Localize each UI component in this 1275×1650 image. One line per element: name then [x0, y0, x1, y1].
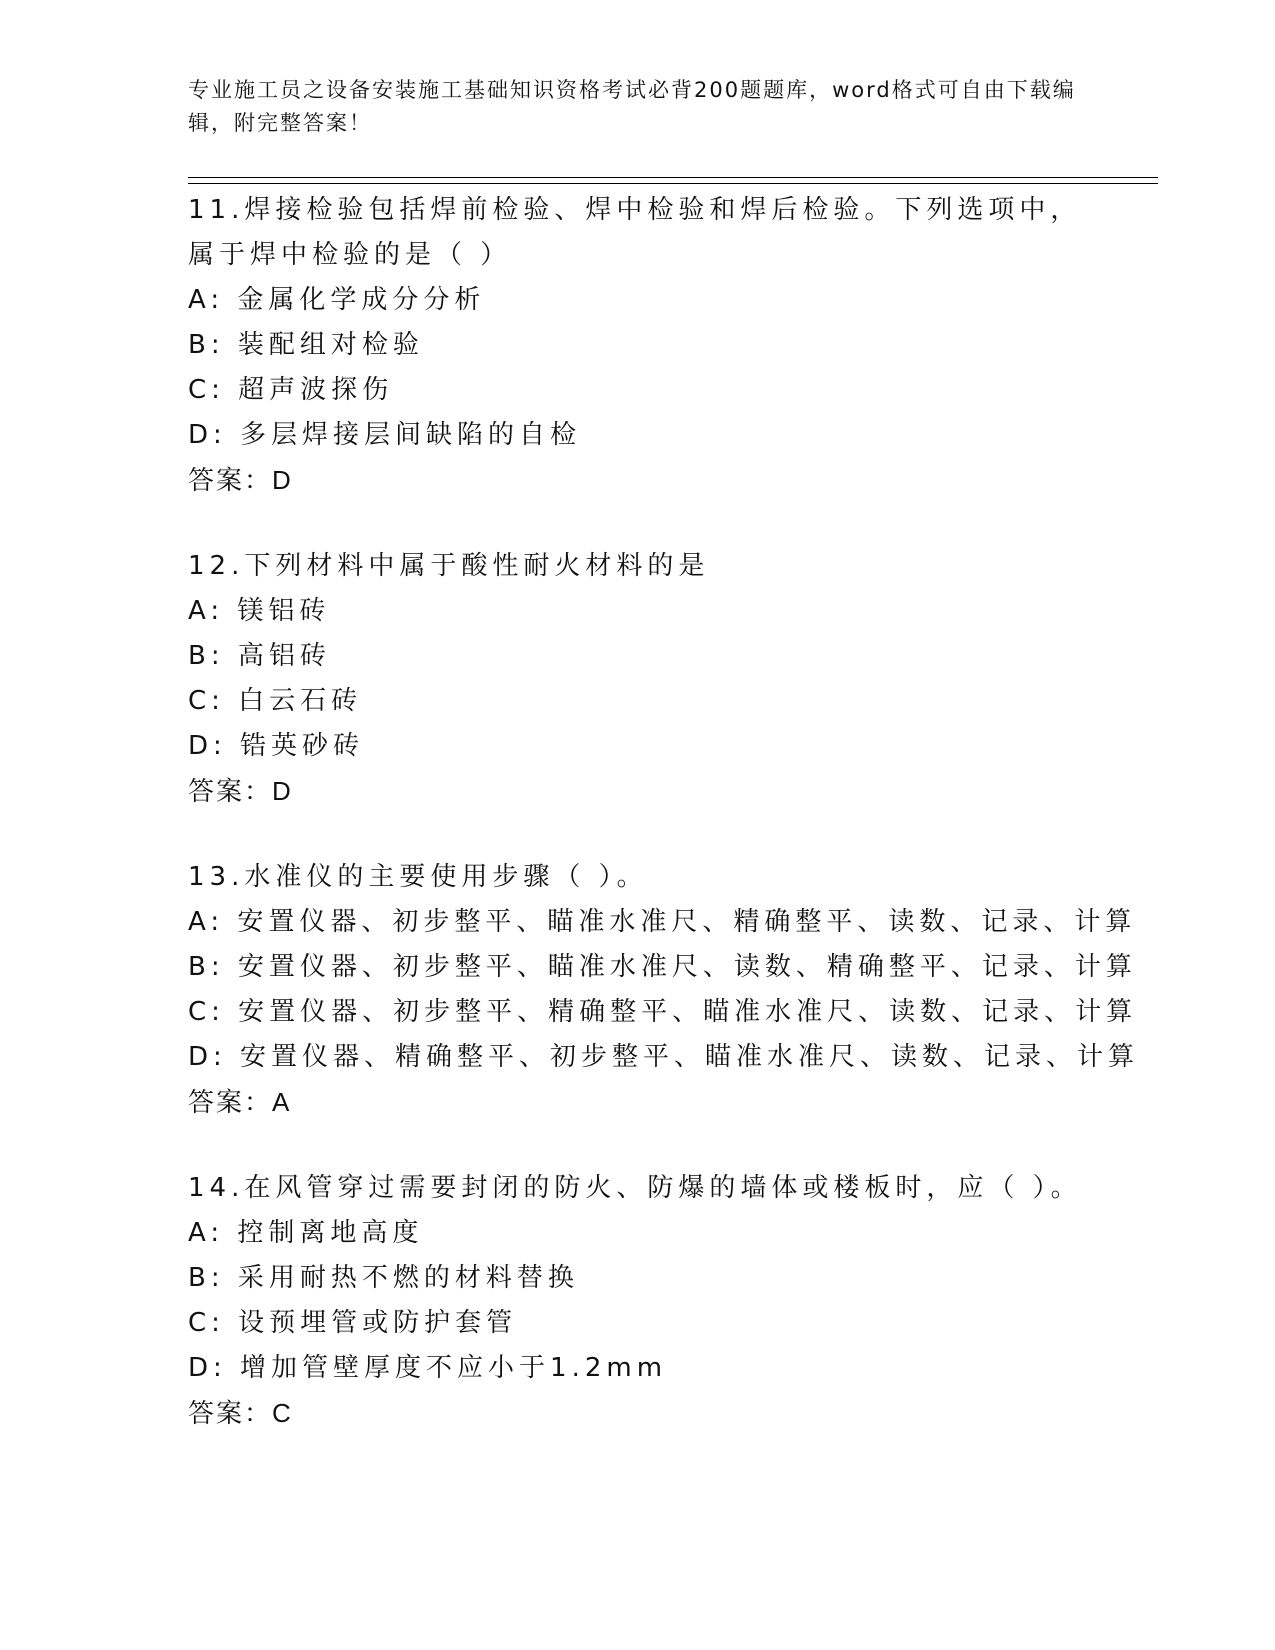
- answer: 答案：D: [188, 776, 293, 806]
- answer: 答案：D: [188, 465, 293, 495]
- question-13: [188, 855, 1140, 1125]
- option-b: B: 装配组对检验: [188, 330, 424, 360]
- option-d: D: 增加管壁厚度不应小于1.2mm: [188, 1353, 668, 1383]
- question-stem: 14.在风管穿过需要封闭的防火、防爆的墙体或楼板时，应（ ）。: [188, 1173, 1082, 1203]
- question-11: [188, 188, 1088, 503]
- question-stem: 12.下列材料中属于酸性耐火材料的是: [188, 551, 710, 581]
- question-stem: 11.焊接检验包括焊前检验、焊中检验和焊后检验。下列选项中，属于焊中检验的是（ ）: [188, 195, 1082, 270]
- option-c: C: 设预埋管或防护套管: [188, 1308, 518, 1338]
- question-14: [188, 1166, 1088, 1436]
- option-d: D: 锆英砂砖: [188, 731, 365, 761]
- header-rule-bottom: [188, 183, 1158, 184]
- question-stem: 13.水准仪的主要使用步骤（ ）。: [188, 862, 648, 892]
- option-c: C: 安置仪器、初步整平、精确整平、瞄准水准尺、读数、记录、计算: [188, 997, 1138, 1027]
- option-a: A: 安置仪器、初步整平、瞄准水准尺、精确整平、读数、记录、计算: [188, 907, 1137, 937]
- option-a: A: 控制离地高度: [188, 1218, 424, 1248]
- option-c: C: 超声波探伤: [188, 375, 394, 405]
- option-c: C: 白云石砖: [188, 686, 363, 716]
- option-b: B: 高铝砖: [188, 641, 331, 671]
- question-list: [188, 188, 1140, 1477]
- question-12: [188, 544, 1088, 814]
- option-b: B: 安置仪器、初步整平、瞄准水准尺、读数、精确整平、记录、计算: [188, 952, 1137, 982]
- answer: 答案：A: [188, 1087, 292, 1117]
- header-rule-top: [188, 177, 1158, 178]
- option-b: B: 采用耐热不燃的材料替换: [188, 1263, 579, 1293]
- option-a: A: 镁铝砖: [188, 596, 331, 626]
- option-d: D: 安置仪器、精确整平、初步整平、瞄准水准尺、读数、记录、计算: [188, 1042, 1140, 1072]
- option-d: D: 多层焊接层间缺陷的自检: [188, 420, 582, 450]
- document-intro: 专业施工员之设备安装施工基础知识资格考试必背200题题库，word格式可自由下载编辑，附完整答案！: [188, 78, 1076, 135]
- answer: 答案：C: [188, 1398, 293, 1428]
- option-a: A: 金属化学成分分析: [188, 285, 486, 315]
